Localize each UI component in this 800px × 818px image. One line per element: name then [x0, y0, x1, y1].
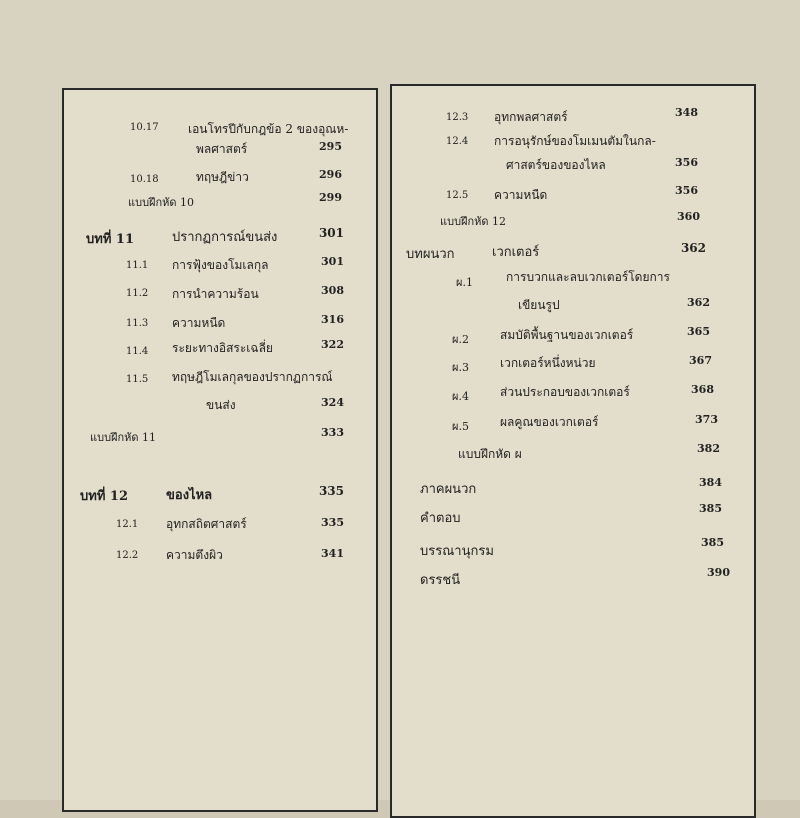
section-number: ผ.1 [456, 276, 473, 289]
page-number: 301 [318, 226, 344, 240]
page-number: 385 [701, 536, 724, 549]
page-number: 299 [319, 191, 342, 204]
entry-title: ความตึงผิว [166, 548, 223, 562]
section-number: ผ.2 [452, 333, 469, 346]
entry-title-cont: เขียนรูป [518, 298, 560, 312]
section-number: 11.1 [126, 260, 149, 271]
section-number: ผ.5 [452, 420, 469, 433]
entry-title: ส่วนประกอบของเวกเตอร์ [500, 385, 630, 399]
section-number: 12.3 [446, 112, 469, 123]
page-number: 356 [675, 184, 698, 197]
section-number: 11.4 [126, 346, 149, 357]
page-number: 308 [321, 284, 344, 297]
section-number: 12.5 [446, 190, 469, 201]
entry-title-cont: ศาสตร์ของของไหล [506, 158, 606, 172]
entry-title: ความหนืด [172, 316, 226, 330]
appendix-label: บทผนวก [406, 247, 455, 262]
entry-title: ความหนืด [494, 188, 548, 202]
entry-title: ผลคูณของเวกเตอร์ [500, 415, 599, 429]
page-number: 324 [321, 396, 344, 409]
chapter-label: บทที่ 11 [86, 232, 135, 247]
page-number: 335 [318, 484, 344, 498]
page-number: 362 [680, 241, 706, 255]
backmatter-title: ดรรชนี [420, 573, 461, 588]
page-number: 382 [697, 442, 720, 455]
page-number: 365 [687, 325, 710, 338]
page-number: 360 [677, 210, 700, 223]
entry-title: แบบฝึกหัด 12 [440, 215, 507, 228]
entry-title: แบบฝึกหัด 10 [128, 196, 195, 209]
section-number: 11.2 [126, 288, 149, 299]
page-number: 368 [691, 383, 714, 396]
backmatter-title: ภาคผนวก [420, 482, 477, 497]
section-number: 10.17 [130, 122, 159, 133]
page-number: 385 [699, 502, 722, 515]
page-number: 316 [321, 313, 344, 326]
section-number: 12.4 [446, 136, 469, 147]
section-number: 10.18 [130, 174, 159, 185]
entry-title: อุทกพลศาสตร์ [494, 110, 568, 124]
page-number: 384 [699, 476, 722, 489]
chapter-label: บทที่ 12 [80, 489, 129, 504]
entry-title: เวกเตอร์หนึ่งหน่วย [500, 356, 596, 370]
chapter-title: ปรากฏการณ์ขนส่ง [172, 230, 278, 245]
page-number: 333 [321, 426, 344, 439]
entry-title: การฟุ้งของโมเลกุล [172, 258, 269, 272]
chapter-title: เวกเตอร์ [492, 245, 540, 260]
entry-title: ระยะทางอิสระเฉลี่ย [172, 341, 273, 355]
page-number: 356 [675, 156, 698, 169]
page-number: 341 [321, 547, 344, 560]
section-number: 11.3 [126, 318, 149, 329]
page-number: 335 [321, 516, 344, 529]
entry-title: สมบัติพื้นฐานของเวกเตอร์ [500, 328, 634, 342]
entry-title: การนำความร้อน [172, 287, 259, 301]
section-number: ผ.4 [452, 390, 469, 403]
section-number: ผ.3 [452, 361, 469, 374]
backmatter-title: บรรณานุกรม [420, 544, 494, 559]
entry-title: ทฤษฎีโมเลกุลของปรากฏการณ์ [172, 370, 333, 384]
backmatter-title: คำตอบ [420, 511, 461, 526]
page-number: 322 [321, 338, 344, 351]
page-number: 362 [687, 296, 710, 309]
entry-title-cont: ขนส่ง [206, 398, 236, 412]
page-number: 390 [707, 566, 730, 579]
entry-title-cont: พลศาสตร์ [196, 142, 248, 156]
section-number: 12.2 [116, 550, 139, 561]
page-number: 348 [675, 106, 698, 119]
page-number: 373 [695, 413, 718, 426]
chapter-title: ของไหล [166, 488, 213, 503]
page-number: 301 [321, 255, 344, 268]
section-number: 11.5 [126, 374, 149, 385]
page-number: 296 [319, 168, 342, 181]
entry-title: แบบฝึกหัด 11 [90, 431, 157, 444]
entry-title: การบวกและลบเวกเตอร์โดยการ [506, 270, 670, 284]
entry-title: แบบฝึกหัด ผ [458, 447, 522, 461]
entry-title: ทฤษฎีข่าว [196, 170, 249, 184]
page-number: 295 [319, 140, 342, 153]
page-number: 367 [689, 354, 712, 367]
entry-title: เอนโทรปีกับกฎข้อ 2 ของอุณห- [188, 122, 349, 136]
section-number: 12.1 [116, 519, 139, 530]
entry-title: การอนุรักษ์ของโมเมนตัมในกล- [494, 134, 656, 148]
entry-title: อุทกสถิตศาสตร์ [166, 517, 247, 531]
